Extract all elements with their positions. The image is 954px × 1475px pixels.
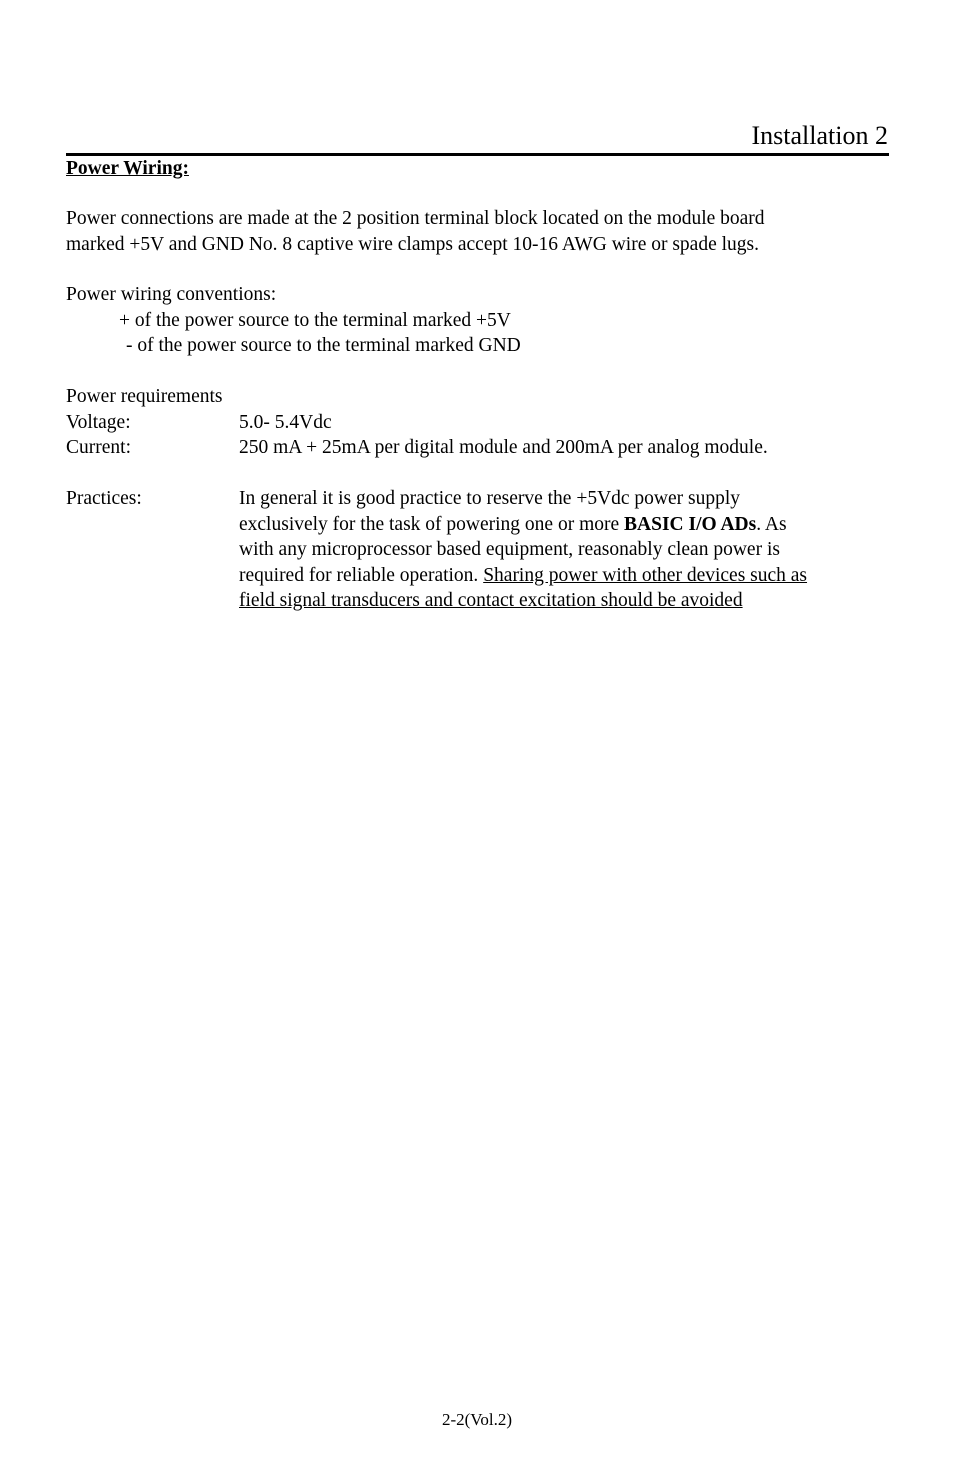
practices-label: Practices: xyxy=(66,488,142,509)
convention-plus: + of the power source to the terminal marked +5V xyxy=(119,310,511,331)
current-value: 250 mA + 25mA per digital module and 200mA per analog module. xyxy=(239,437,768,458)
practices-line-3: with any microprocessor based equipment, reasonably clean power is xyxy=(239,539,780,560)
warning-text-end: field signal transducers and contact excitation should be avoided xyxy=(239,590,743,611)
practices-line-1: In general it is good practice to reserve the +5Vdc power supply xyxy=(239,488,741,509)
chapter-title: Installation 2 xyxy=(751,121,888,150)
intro-line-1: Power connections are made at the 2 position terminal block located on the module board xyxy=(66,208,765,229)
practices-line-2-end: . As xyxy=(756,514,787,535)
convention-minus: - of the power source to the terminal marked GND xyxy=(126,335,521,356)
current-label: Current: xyxy=(66,437,131,458)
warning-text-start: Sharing power with other devices such as xyxy=(483,565,808,586)
conventions-title: Power wiring conventions: xyxy=(66,284,277,305)
practices-line-4 xyxy=(239,563,807,589)
voltage-value: 5.0- 5.4Vdc xyxy=(239,412,332,433)
section-heading: Power Wiring: xyxy=(66,158,189,179)
practices-line-4-start: required for reliable operation. xyxy=(239,565,484,586)
intro-line-2: marked +5V and GND No. 8 captive wire clamps accept 10-16 AWG wire or spade lugs. xyxy=(66,234,760,255)
voltage-label: Voltage: xyxy=(66,412,131,433)
product-name: BASIC I/O ADs xyxy=(624,514,757,535)
practices-line-2-start: exclusively for the task of powering one or more xyxy=(239,514,625,535)
page-number: 2-2(Vol.2) xyxy=(441,1410,513,1429)
header-divider xyxy=(66,153,889,156)
requirements-title: Power requirements xyxy=(66,386,223,407)
practices-line-2 xyxy=(239,512,787,538)
